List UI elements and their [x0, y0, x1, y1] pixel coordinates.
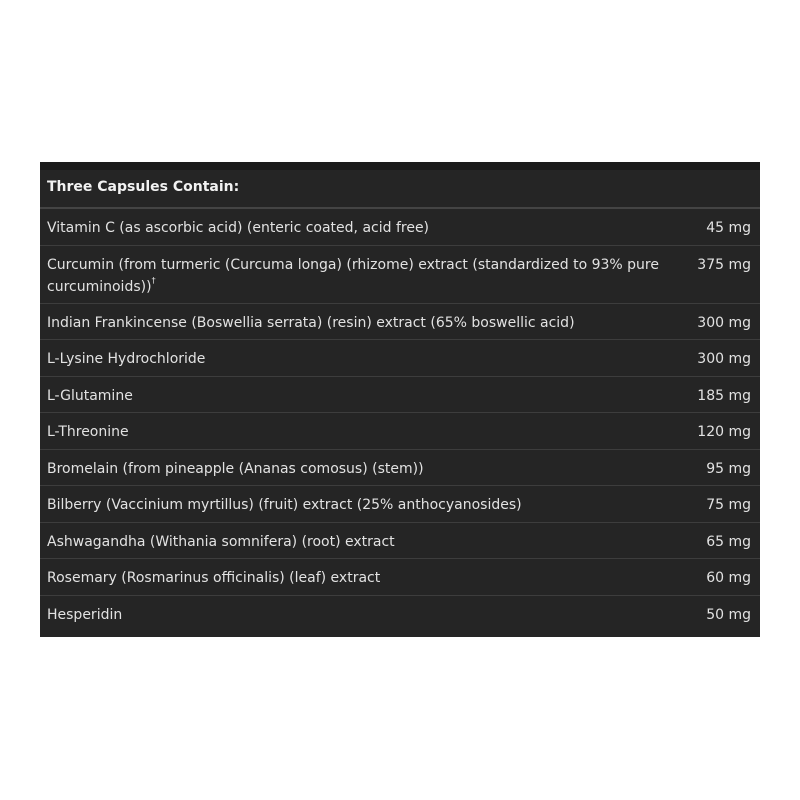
table-header: Three Capsules Contain: [40, 170, 760, 209]
ingredient-amount: 60 mg [706, 570, 751, 586]
ingredient-name: Rosemary (Rosmarinus officinalis) (leaf) extract [47, 570, 381, 586]
ingredient-amount: 65 mg [706, 533, 751, 550]
table-row [40, 209, 760, 246]
table-row [40, 413, 760, 450]
ingredient-amount: 375 mg [697, 256, 751, 273]
ingredient-amount: 50 mg [706, 606, 751, 623]
ingredient-name: Indian Frankincense (Boswellia serrata) (resin) extract (65% boswellic acid) [47, 314, 575, 331]
ingredient-amount: 300 mg [697, 314, 751, 331]
table-row [40, 486, 760, 523]
ingredient-amount: 75 mg [706, 497, 751, 513]
ingredient-name: L-Lysine Hydrochloride [47, 351, 206, 367]
table-row [40, 246, 760, 304]
ingredient-name: Ashwagandha (Withania somnifera) (root) extract [47, 533, 395, 550]
supplement-facts-table [40, 162, 760, 637]
ingredient-name: Bromelain (from pineapple (Ananas comosus) (stem)) [47, 460, 424, 477]
ingredient-amount: 45 mg [706, 220, 751, 236]
table-row [40, 596, 760, 633]
ingredient-amount: 185 mg [697, 387, 751, 404]
ingredient-name: Vitamin C (as ascorbic acid) (enteric coated, acid free) [47, 220, 430, 236]
ingredient-name: Bilberry (Vaccinium myrtillus) (fruit) extract (25% anthocyanosides) [47, 497, 522, 513]
ingredient-amount: 300 mg [697, 351, 751, 367]
table-row [40, 559, 760, 596]
footnote-marker: † [151, 275, 156, 285]
ingredient-name: L-Threonine [47, 424, 129, 440]
ingredient-amount: 95 mg [706, 460, 751, 477]
table-row [40, 523, 760, 560]
ingredient-name: Curcumin (from turmeric (Curcuma longa) (rhizome) extract (standardized to 93% pure curcuminoids))† [47, 256, 659, 295]
table-row [40, 340, 760, 377]
table-row [40, 304, 760, 341]
table-row [40, 450, 760, 487]
ingredient-name: L-Glutamine [47, 387, 133, 404]
table-row [40, 377, 760, 414]
ingredient-amount: 120 mg [697, 424, 751, 440]
ingredient-name: Hesperidin [47, 606, 123, 623]
